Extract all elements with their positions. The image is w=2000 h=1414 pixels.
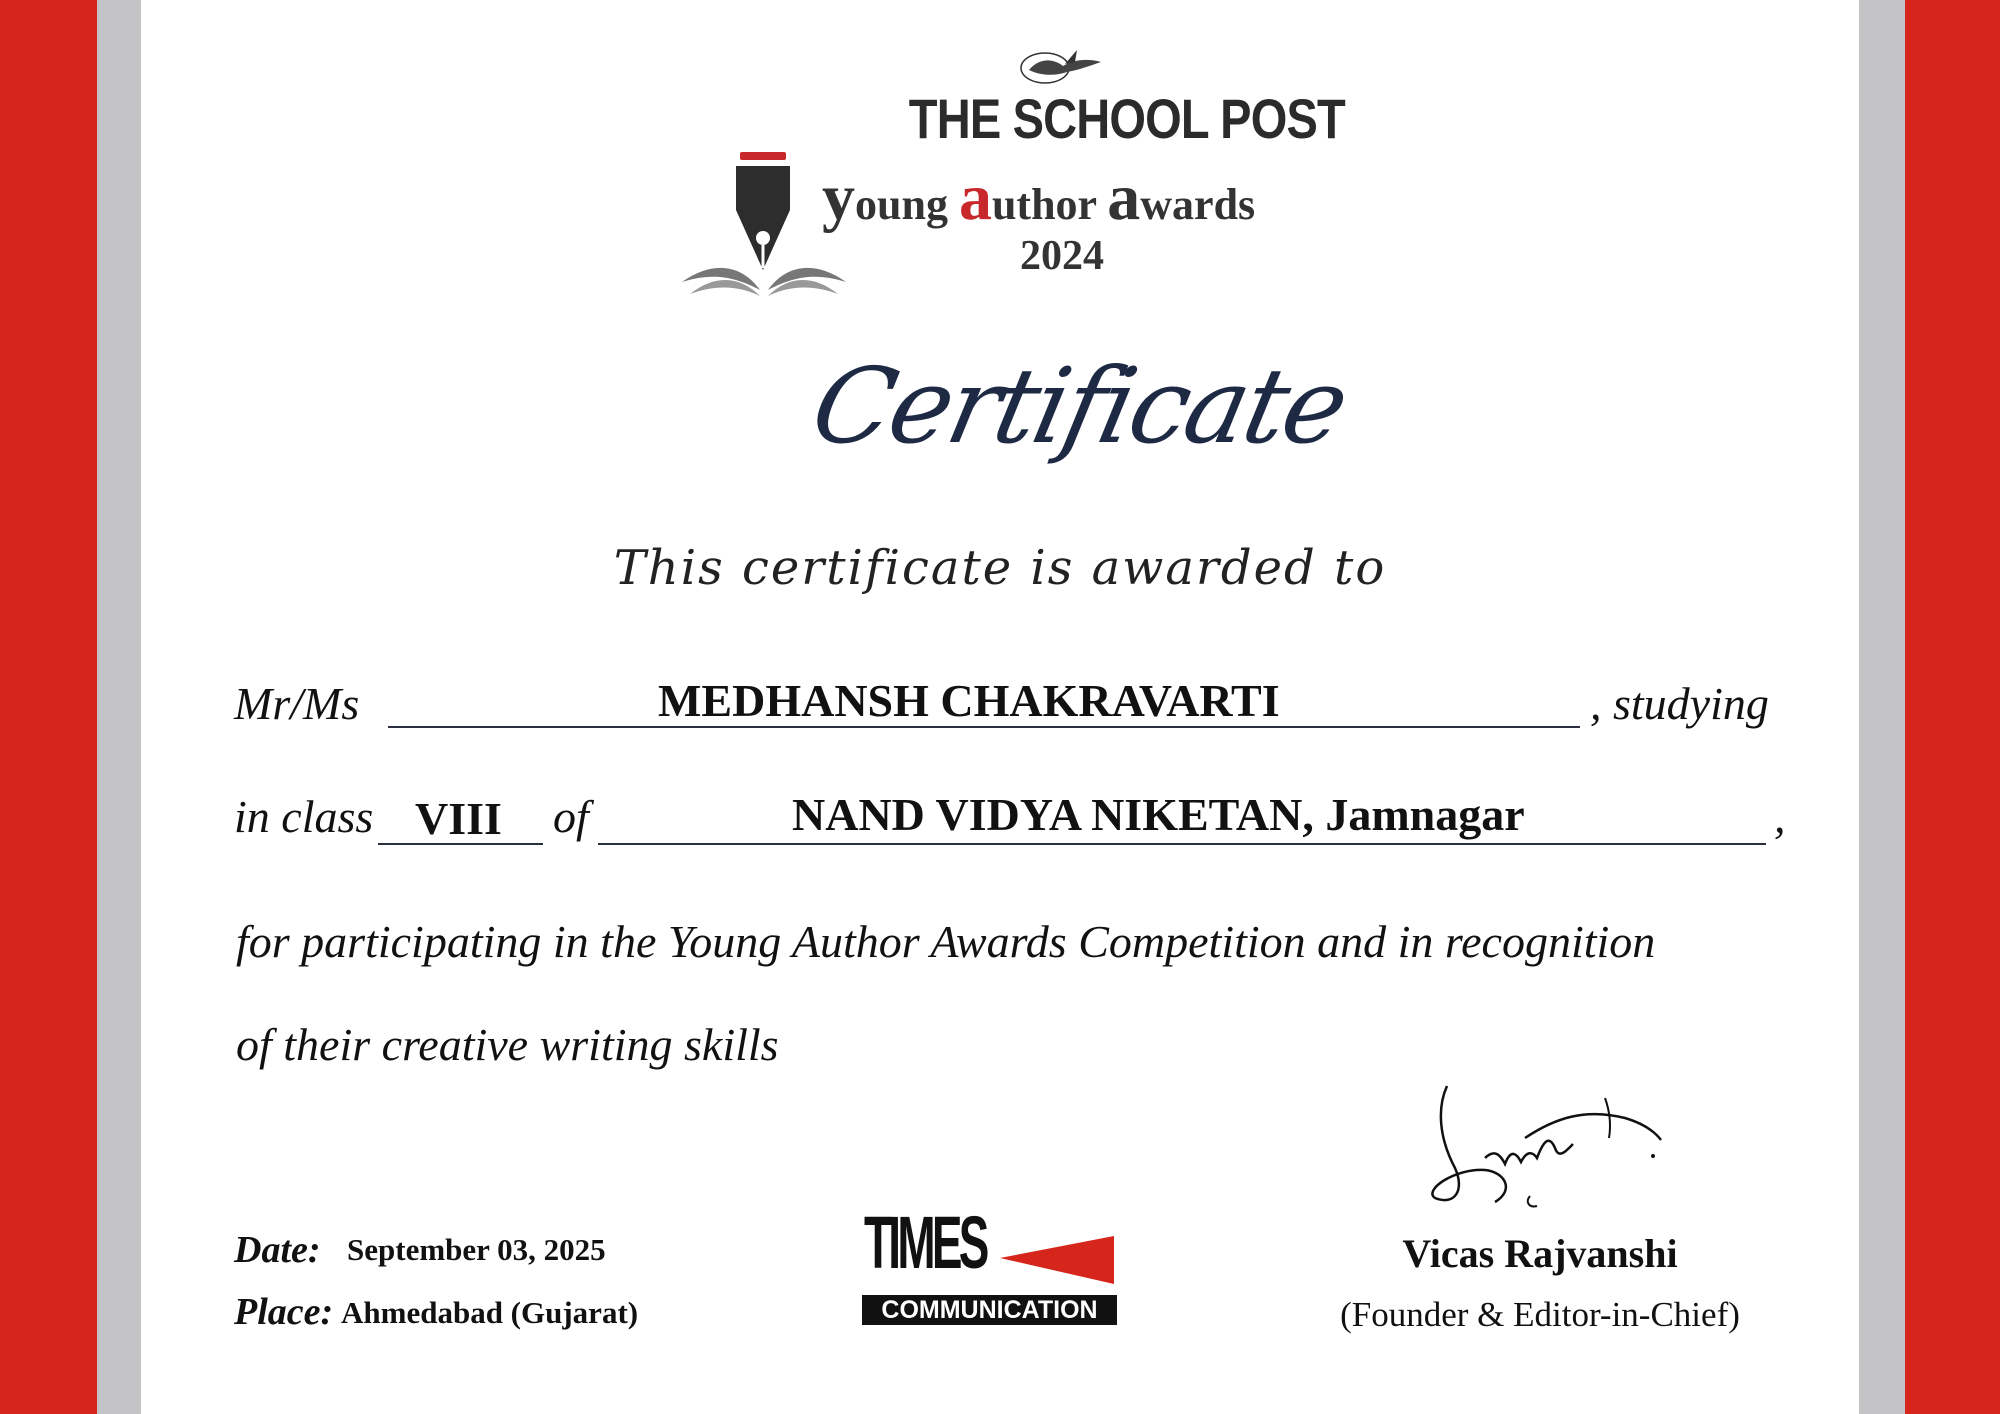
trailing-comma: , <box>1774 791 1786 842</box>
signature-icon <box>1425 1078 1665 1218</box>
name-label: Mr/Ms <box>234 678 360 729</box>
times-communication-logo <box>862 1200 1117 1330</box>
bird-emblem-icon <box>1015 40 1105 90</box>
recognition-line-1: for participating in the Young Author Awards Competition and in recognition <box>236 916 1656 967</box>
award-initial-a-red: a <box>958 161 992 234</box>
place-label: Place: <box>234 1291 334 1333</box>
date-value: September 03, 2025 <box>347 1232 606 1267</box>
border-red-left <box>0 0 97 1414</box>
of-label: of <box>553 791 589 842</box>
signer-name: Vicas Rajvanshi <box>1402 1231 1678 1276</box>
award-word-oung: oung <box>855 180 948 229</box>
times-logo-bar: COMMUNICATION <box>862 1295 1117 1325</box>
certificate-subtitle: This certificate is awarded to <box>613 540 1387 596</box>
class-value: VIII <box>415 793 502 844</box>
award-initial-a: a <box>1107 161 1141 234</box>
award-initial-y: y <box>822 161 855 234</box>
class-label: in class <box>234 791 374 842</box>
school-underline <box>598 843 1766 845</box>
certificate-title: Certificate <box>802 345 1357 467</box>
place-value: Ahmedabad (Gujarat) <box>341 1295 639 1330</box>
border-grey-left <box>97 0 141 1414</box>
award-word-uthor: uthor <box>991 180 1097 229</box>
award-year: 2024 <box>1020 233 1104 279</box>
times-logo-flag-icon <box>1000 1230 1116 1292</box>
border-red-right <box>1905 0 2000 1414</box>
border-grey-right <box>1859 0 1905 1414</box>
times-logo-word: TIMES <box>864 1201 986 1284</box>
recipient-name: MEDHANSH CHAKRAVARTI <box>658 675 1280 726</box>
publication-name: THE SCHOOL POST <box>908 87 1345 150</box>
school-name: NAND VIDYA NIKETAN, Jamnagar <box>792 789 1525 840</box>
award-word-wards: wards <box>1140 180 1256 229</box>
date-label: Date: <box>234 1229 321 1271</box>
signer-role: (Founder & Editor-in-Chief) <box>1340 1295 1740 1334</box>
recognition-line-2: of their creative writing skills <box>236 1019 779 1070</box>
studying-text: , studying <box>1590 678 1769 729</box>
award-title <box>822 160 1255 236</box>
